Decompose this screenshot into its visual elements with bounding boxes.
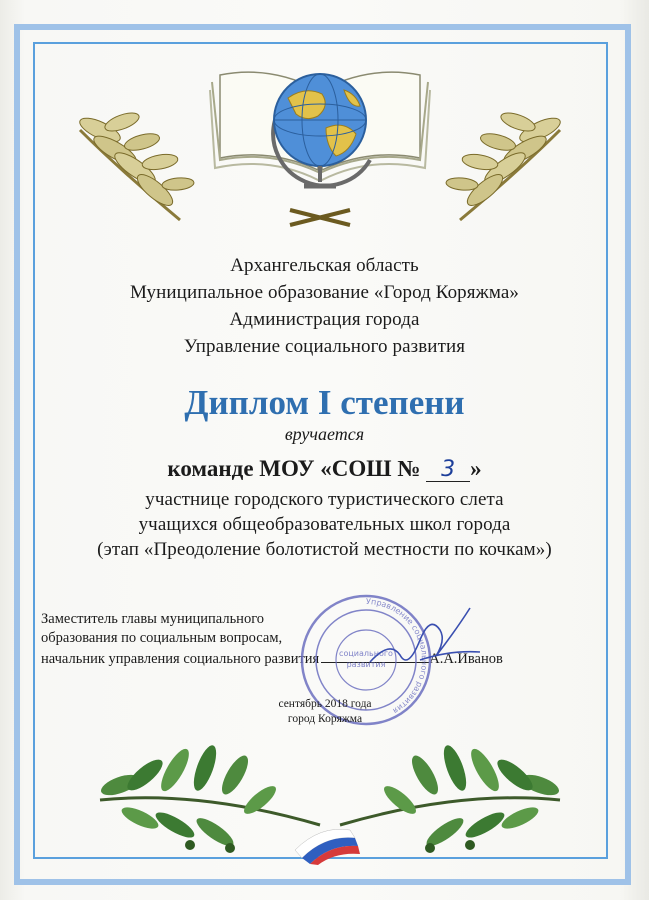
recipient-suffix: » (470, 456, 482, 481)
department-line: Управление социального развития (183, 336, 466, 357)
school-number: 3 (426, 459, 470, 482)
laurel-left-icon (77, 109, 195, 220)
participant-line: участнице городского туристического слета (145, 489, 504, 510)
position-line-3-text: начальник управления социального развития (41, 651, 320, 667)
stamp-center-text-2: развития (346, 660, 386, 669)
schools-line: учащихся общеобразовательных школ города (138, 514, 511, 535)
municipality-line: Муниципальное образование «Город Коряжма» (130, 282, 519, 303)
stage-line: (этап «Преодоление болотистой местности по кочкам») (97, 539, 552, 560)
crossed-stems-icon (290, 210, 350, 225)
recipient-prefix: команде МОУ «СОШ № (167, 456, 421, 481)
stamp-center-text-1: социального (339, 649, 393, 658)
book-globe-laurel-emblem (60, 50, 580, 230)
globe-icon (273, 74, 370, 186)
diploma-title: Диплом I степени (184, 383, 465, 422)
recipient-line (0, 456, 649, 482)
administration-line: Администрация города (229, 309, 420, 330)
right-branch-icon (340, 743, 562, 853)
stamp-ring-text: Управление социального развития (365, 596, 430, 716)
date-place-block (200, 697, 450, 727)
awarded-text: вручается (284, 424, 365, 444)
laurel-right-icon (446, 109, 564, 220)
handwritten-signature (360, 600, 490, 680)
issue-date: сентябрь 2018 года (278, 698, 372, 710)
position-line-2: образования по социальным вопросам, (41, 630, 283, 646)
region-line: Архангельская область (230, 255, 419, 276)
position-line-1: Заместитель главы муниципального (41, 611, 265, 627)
left-branch-icon (98, 743, 320, 853)
bottom-branches-decoration (80, 730, 580, 865)
signatory-name: А.А.Иванов (429, 651, 503, 667)
tricolor-ribbon-icon (295, 829, 360, 865)
issue-place: город Коряжма (287, 713, 363, 725)
